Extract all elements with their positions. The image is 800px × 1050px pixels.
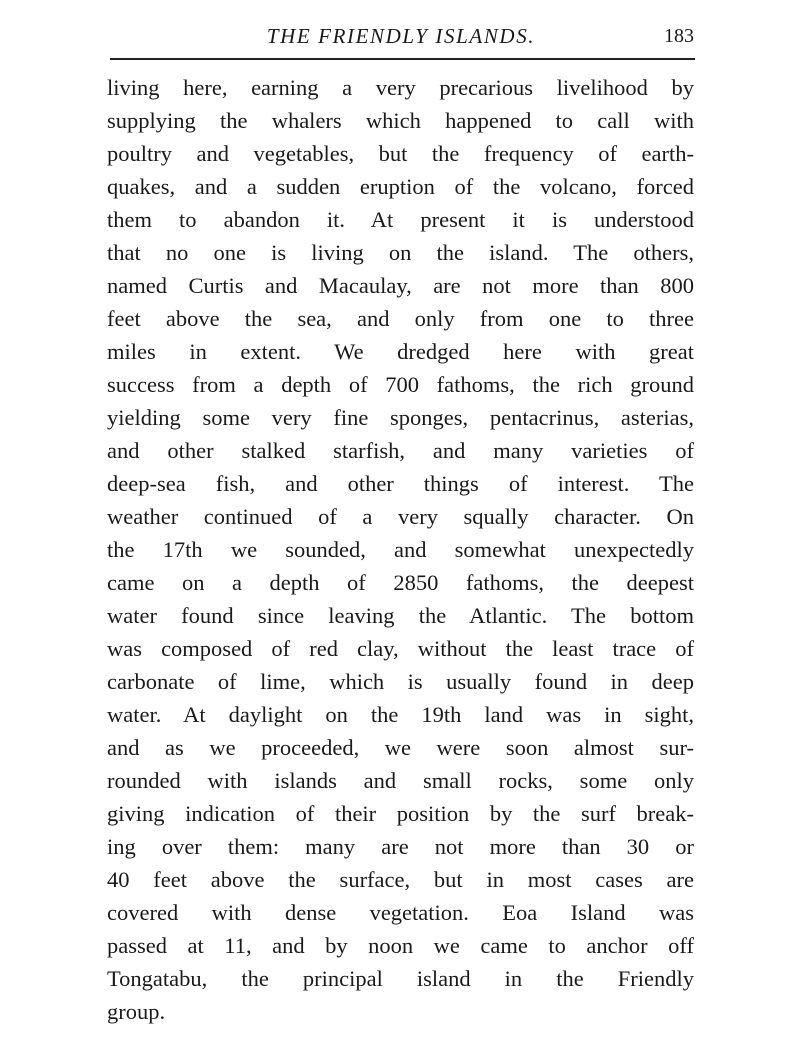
text-line: poultry and vegetables, but the frequency of earth- [107,141,694,166]
text-line: yielding some very fine sponges, pentacrinus, asterias, [107,405,694,430]
text-line: weather continued of a very squally character. On [107,504,694,529]
text-line: and other stalked starfish, and many varieties of [107,438,694,463]
text-line: giving indication of their position by the surf break- [107,801,694,826]
text-line: and as we proceeded, we were soon almost sur- [107,735,694,760]
running-title: THE FRIENDLY ISLANDS. [266,24,536,48]
text-line: water. At daylight on the 19th land was in sight, [107,702,694,727]
text-line: was composed of red clay, without the least trace of [107,636,694,661]
header-rule [110,58,695,60]
text-line: supplying the whalers which happened to call with [107,108,694,133]
text-line: 40 feet above the surface, but in most cases are [107,867,694,892]
text-line: success from a depth of 700 fathoms, the rich ground [107,372,694,397]
text-line: named Curtis and Macaulay, are not more than 800 [107,273,694,298]
running-head [108,22,694,52]
text-line: group. [107,999,166,1024]
text-line: that no one is living on the island. The others, [107,240,694,265]
text-line: quakes, and a sudden eruption of the volcano, forced [107,174,694,199]
text-line: feet above the sea, and only from one to three [107,306,694,331]
text-line: deep-sea fish, and other things of interest. The [107,471,694,496]
text-line: Tongatabu, the principal island in the Friendly [107,966,694,991]
text-line: miles in extent. We dredged here with great [107,339,694,364]
text-line: rounded with islands and small rocks, some only [107,768,694,793]
text-line: the 17th we sounded, and somewhat unexpectedly [107,537,694,562]
text-line: living here, earning a very precarious livelihood by [107,75,694,100]
text-line: came on a depth of 2850 fathoms, the deepest [107,570,694,595]
text-line: ing over them: many are not more than 30 or [107,834,694,859]
text-line: covered with dense vegetation. Eoa Island was [107,900,694,925]
text-line: them to abandon it. At present it is understood [107,207,694,232]
text-line: passed at 11, and by noon we came to anchor off [107,933,694,958]
text-line: water found since leaving the Atlantic. The bottom [107,603,694,628]
page-number: 183 [664,25,694,47]
text-line: carbonate of lime, which is usually found in deep [107,669,694,694]
body-text [107,71,694,1028]
